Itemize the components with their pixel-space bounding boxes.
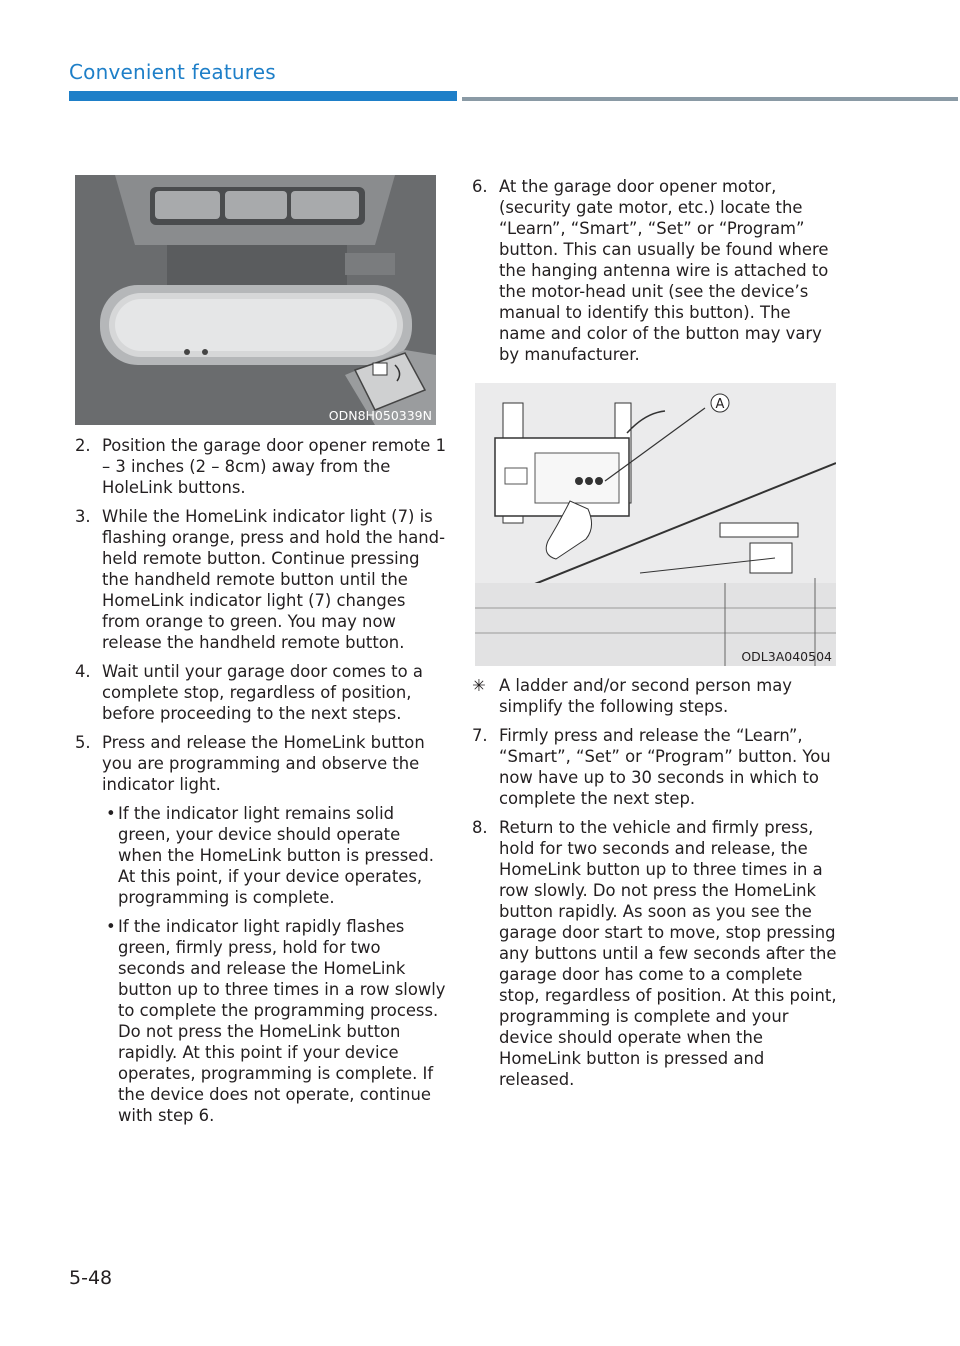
step-5 bbox=[75, 732, 447, 795]
bullet-text: If the indicator light remains solid green, your device should operate when the HomeLink button is pressed. At this point, if your device operates, programming is complete. bbox=[118, 804, 434, 907]
step-6 bbox=[472, 176, 838, 365]
mirror-drawing bbox=[75, 175, 436, 425]
bullet-flashing-green bbox=[75, 916, 447, 1126]
step-text: At the garage door opener motor, (security gate motor, etc.) locate the “Learn”, “Smart”, “Set” or “Program” button. This can usually be found where the hanging antenna wire is attached to the motor-head unit (see the device’s manual to identify this button). The name and color of the button may vary by manufacturer. bbox=[499, 177, 829, 364]
section-title: Convenient features bbox=[69, 60, 276, 84]
right-column-lower bbox=[472, 675, 838, 1098]
page-number: 5-48 bbox=[69, 1267, 113, 1289]
callout-a: A bbox=[715, 397, 725, 412]
step-2 bbox=[75, 435, 447, 498]
step-number: 3. bbox=[75, 507, 91, 526]
mirror-illustration bbox=[75, 175, 436, 425]
step-text: While the HomeLink indicator light (7) is flashing orange, press and hold the hand-held remote button. Continue pressing the handheld remote button until the HomeLink indicator light (7) changes from orange to green. You may now release the handheld remote button. bbox=[102, 507, 445, 652]
step-number: 4. bbox=[75, 662, 91, 681]
left-column bbox=[75, 435, 447, 1134]
step-number: 5. bbox=[75, 733, 91, 752]
step-7 bbox=[472, 725, 838, 809]
step-text: Return to the vehicle and firmly press, hold for two seconds and release, the HomeLink button up to three times in a row slowly. Do not press the HomeLink button rapidly. As soon as you see the garage door start to move, stop pressing any buttons until a few seconds after the garage door has come to a complete stop, regardless of position. At this point, programming is complete and your device should operate when the HomeLink button is pressed and released. bbox=[499, 818, 837, 1089]
step-number: 8. bbox=[472, 818, 488, 837]
bullet-mark: • bbox=[106, 917, 116, 936]
garage-opener-illustration bbox=[475, 383, 836, 666]
bullet-solid-green bbox=[75, 803, 447, 908]
step-text: Firmly press and release the “Learn”, “Smart”, “Set” or “Program” button. You now have up to 30 seconds in which to complete the next step. bbox=[499, 726, 831, 808]
step-number: 7. bbox=[472, 726, 488, 745]
figure-caption: ODN8H050339N bbox=[328, 408, 432, 423]
step-number: 2. bbox=[75, 436, 91, 455]
bullet-mark: • bbox=[106, 804, 116, 823]
step-3 bbox=[75, 506, 447, 653]
step-number: 6. bbox=[472, 177, 488, 196]
bullet-text: If the indicator light rapidly flashes green, firmly press, hold for two seconds and release the HomeLink button up to three times in a row slowly to complete the programming process. Do not press the HomeLink button rapidly. At this point if your device operates, programming is complete. If the device does not operate, continue with step 6. bbox=[118, 917, 446, 1125]
header-rule-accent bbox=[69, 91, 457, 101]
garage-opener-drawing bbox=[475, 383, 836, 666]
step-text: Wait until your garage door comes to a complete stop, regardless of position, before proceeding to the next steps. bbox=[102, 662, 423, 723]
step-text: Press and release the HomeLink button you are programming and observe the indicator light. bbox=[102, 733, 425, 794]
note-icon: ✳ bbox=[472, 676, 486, 695]
step-4 bbox=[75, 661, 447, 724]
note-text: A ladder and/or second person may simplify the following steps. bbox=[499, 676, 792, 716]
right-column bbox=[472, 176, 838, 373]
header-rule bbox=[462, 97, 958, 101]
figure-caption: ODL3A040504 bbox=[741, 649, 832, 664]
step-text: Position the garage door opener remote 1 – 3 inches (2 – 8cm) away from the HoleLink buttons. bbox=[102, 436, 447, 497]
step-8 bbox=[472, 817, 838, 1090]
note bbox=[472, 675, 838, 717]
